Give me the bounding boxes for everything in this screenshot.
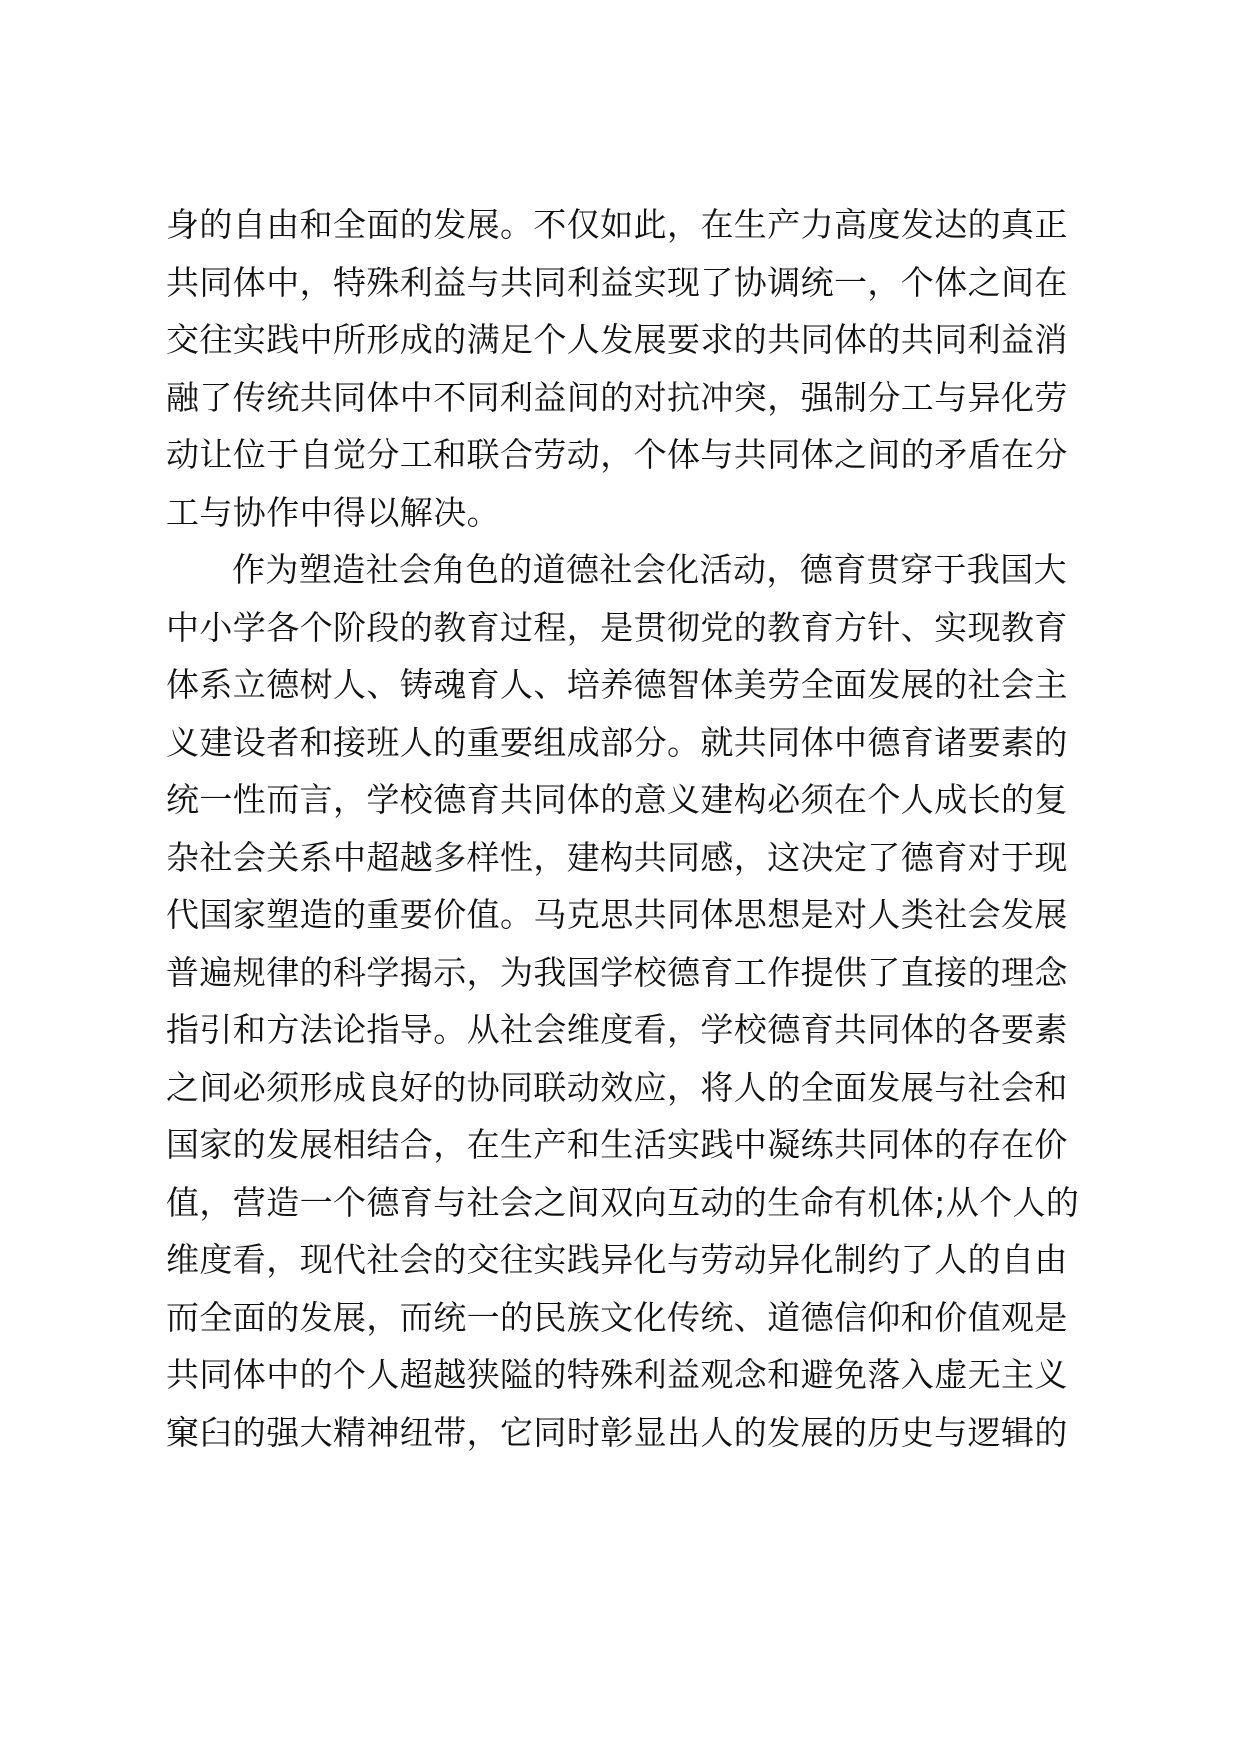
- paragraph-2: [166, 541, 1086, 1461]
- text-line: 融了传统共同体中不同利益间的对抗冲突，强制分工与异化劳: [166, 377, 1068, 417]
- text-line: 交往实践中所形成的满足个人发展要求的共同体的共同利益消: [166, 320, 1068, 359]
- text-line: 中小学各个阶段的教育过程，是贯彻党的教育方针、实现教育: [166, 607, 1068, 647]
- text-line: 共同体中的个人超越狭隘的特殊利益观念和避免落入虚无主义: [166, 1355, 1068, 1394]
- text-line: 体系立德树人、铸魂育人、培养德智体美劳全面发展的社会主: [166, 665, 1068, 704]
- text-line: 之间必须形成良好的协同联动效应，将人的全面发展与社会和: [166, 1067, 1068, 1107]
- text-line: 统一性而言，学校德育共同体的意义建构必须在个人成长的复: [166, 780, 1068, 819]
- text-line: 普遍规律的科学揭示，为我国学校德育工作提供了直接的理念: [166, 952, 1068, 992]
- text-line: 义建设者和接班人的重要组成部分。就共同体中德育诸要素的: [166, 722, 1068, 762]
- text-line: 而全面的发展，而统一的民族文化传统、道德信仰和价值观是: [166, 1297, 1068, 1337]
- text-line: 杂社会关系中超越多样性，建构共同感，这决定了德育对于现: [166, 837, 1068, 877]
- text-line: 共同体中，特殊利益与共同利益实现了协调统一，个体之间在: [166, 262, 1068, 302]
- text-line: 值，营造一个德育与社会之间双向互动的生命有机体;从个人的: [166, 1182, 1080, 1222]
- text-line: 窠臼的强大精神纽带，它同时彰显出人的发展的历史与逻辑的: [166, 1412, 1068, 1452]
- text-line: 工与协作中得以解决。: [166, 492, 500, 532]
- text-line: 维度看，现代社会的交往实践异化与劳动异化制约了人的自由: [166, 1240, 1068, 1279]
- text-line: 指引和方法论指导。从社会维度看，学校德育共同体的各要素: [166, 1010, 1068, 1049]
- text-line: 身的自由和全面的发展。不仅如此，在生产力高度发达的真正: [166, 205, 1068, 244]
- body-text: [166, 196, 1086, 1461]
- text-line: 代国家塑造的重要价值。马克思共同体思想是对人类社会发展: [166, 895, 1068, 934]
- paragraph-1: [166, 196, 1086, 541]
- text-line: 国家的发展相结合，在生产和生活实践中凝练共同体的存在价: [166, 1125, 1068, 1164]
- text-line: 动让位于自觉分工和联合劳动，个体与共同体之间的矛盾在分: [166, 435, 1068, 474]
- text-line-indented: 作为塑造社会角色的道德社会化活动，德育贯穿于我国大: [232, 550, 1067, 589]
